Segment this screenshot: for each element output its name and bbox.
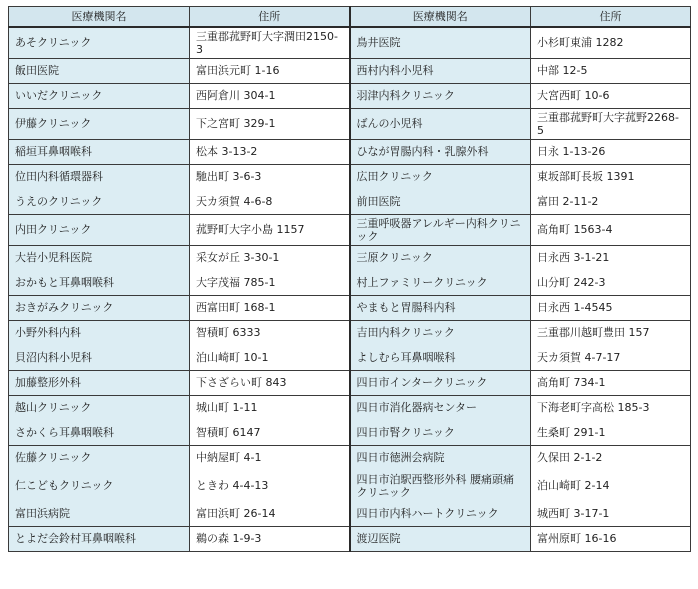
table-row: [9, 58, 691, 83]
clinic-name-left: 佐藤クリニック: [9, 445, 190, 470]
clinic-name-right: 渡辺医院: [350, 526, 531, 551]
clinic-name-right: 羽津内科クリニック: [350, 83, 531, 108]
table-row: [9, 526, 691, 551]
clinic-name-left: 加藤整形外科: [9, 370, 190, 395]
clinic-address-right: 富田 2-11-2: [531, 189, 691, 214]
clinic-address-left: 菰野町大字小島 1157: [190, 214, 350, 245]
header-left-name: 医療機関名: [9, 7, 190, 28]
clinic-name-left: うえのクリニック: [9, 189, 190, 214]
table-row: [9, 295, 691, 320]
clinic-name-left: いいだクリニック: [9, 83, 190, 108]
clinic-name-right: 四日市徳洲会病院: [350, 445, 531, 470]
clinic-address-right: 高角町 1563-4: [531, 214, 691, 245]
clinic-address-left: 采女が丘 3-30-1: [190, 245, 350, 270]
clinic-name-left: おかもと耳鼻咽喉科: [9, 270, 190, 295]
clinic-name-right: やまもと胃腸科内科: [350, 295, 531, 320]
table-row: [9, 501, 691, 526]
header-left-address: 住所: [190, 7, 350, 28]
table-row: [9, 345, 691, 370]
clinic-name-right: 四日市腎クリニック: [350, 420, 531, 445]
clinic-address-left: 富田浜元町 1-16: [190, 58, 350, 83]
clinic-address-right: 山分町 242-3: [531, 270, 691, 295]
clinic-name-right: ばんの小児科: [350, 108, 531, 139]
clinic-address-left: 智積町 6147: [190, 420, 350, 445]
clinic-address-right: 日永西 1-4545: [531, 295, 691, 320]
clinic-address-right: 城西町 3-17-1: [531, 501, 691, 526]
clinic-address-left: 天カ須賀 4-6-8: [190, 189, 350, 214]
clinic-name-left: あそクリニック: [9, 27, 190, 58]
clinic-name-left: 大岩小児科医院: [9, 245, 190, 270]
clinic-table-container: [8, 6, 691, 552]
table-row: [9, 445, 691, 470]
clinic-name-right: 広田クリニック: [350, 164, 531, 189]
clinic-address-right: 高角町 734-1: [531, 370, 691, 395]
clinic-address-left: 智積町 6333: [190, 320, 350, 345]
clinic-name-right: 四日市インタークリニック: [350, 370, 531, 395]
clinic-name-left: 伊藤クリニック: [9, 108, 190, 139]
table-row: [9, 83, 691, 108]
clinic-name-right: 三原クリニック: [350, 245, 531, 270]
clinic-name-right: 四日市内科ハートクリニック: [350, 501, 531, 526]
clinic-address-left: 中納屋町 4-1: [190, 445, 350, 470]
clinic-address-right: 三重郡川越町豊田 157: [531, 320, 691, 345]
table-row: [9, 370, 691, 395]
clinic-table: [8, 6, 691, 552]
clinic-name-right: ひなが胃腸内科・乳腺外科: [350, 139, 531, 164]
header-right-name: 医療機関名: [350, 7, 531, 28]
clinic-name-left: 小野外科内科: [9, 320, 190, 345]
clinic-name-right: 西村内科小児科: [350, 58, 531, 83]
clinic-address-right: 三重郡菰野町大字菰野2268-5: [531, 108, 691, 139]
header-right-address: 住所: [531, 7, 691, 28]
table-row: [9, 164, 691, 189]
clinic-address-left: 馳出町 3-6-3: [190, 164, 350, 189]
clinic-name-left: とよだ会鈴村耳鼻咽喉科: [9, 526, 190, 551]
clinic-name-right: 三重呼吸器アレルギー内科クリニック: [350, 214, 531, 245]
table-row: [9, 108, 691, 139]
clinic-address-right: 中部 12-5: [531, 58, 691, 83]
clinic-address-left: 大字茂福 785-1: [190, 270, 350, 295]
clinic-address-right: 下海老町字高松 185-3: [531, 395, 691, 420]
table-row: [9, 320, 691, 345]
table-body: [9, 27, 691, 551]
clinic-name-left: 飯田医院: [9, 58, 190, 83]
clinic-address-left: 鵜の森 1-9-3: [190, 526, 350, 551]
clinic-address-left: 西富田町 168-1: [190, 295, 350, 320]
clinic-address-left: 西阿倉川 304-1: [190, 83, 350, 108]
clinic-name-right: 鳥井医院: [350, 27, 531, 58]
table-row: [9, 245, 691, 270]
clinic-address-left: 城山町 1-11: [190, 395, 350, 420]
clinic-name-right: よしむら耳鼻咽喉科: [350, 345, 531, 370]
clinic-name-left: さかくら耳鼻咽喉科: [9, 420, 190, 445]
clinic-name-left: 貝沼内科小児科: [9, 345, 190, 370]
clinic-address-right: 日永西 3-1-21: [531, 245, 691, 270]
clinic-name-left: 越山クリニック: [9, 395, 190, 420]
clinic-name-left: 内田クリニック: [9, 214, 190, 245]
clinic-name-left: 仁こどもクリニック: [9, 470, 190, 501]
clinic-address-right: 大宮西町 10-6: [531, 83, 691, 108]
table-row: [9, 420, 691, 445]
table-row: [9, 214, 691, 245]
clinic-name-left: おきがみクリニック: [9, 295, 190, 320]
clinic-address-right: 泊山崎町 2-14: [531, 470, 691, 501]
table-row: [9, 189, 691, 214]
clinic-name-left: 富田浜病院: [9, 501, 190, 526]
clinic-address-left: 松本 3-13-2: [190, 139, 350, 164]
clinic-name-right: 村上ファミリークリニック: [350, 270, 531, 295]
clinic-address-right: 天カ須賀 4-7-17: [531, 345, 691, 370]
table-row: [9, 27, 691, 58]
clinic-address-left: 泊山崎町 10-1: [190, 345, 350, 370]
clinic-address-right: 日永 1-13-26: [531, 139, 691, 164]
table-row: [9, 270, 691, 295]
header-row: [9, 7, 691, 28]
clinic-address-left: 下之宮町 329-1: [190, 108, 350, 139]
table-row: [9, 139, 691, 164]
clinic-name-right: 四日市消化器病センター: [350, 395, 531, 420]
clinic-address-right: 久保田 2-1-2: [531, 445, 691, 470]
clinic-name-right: 前田医院: [350, 189, 531, 214]
clinic-address-right: 東坂部町長坂 1391: [531, 164, 691, 189]
clinic-address-left: 三重郡菰野町大字潤田2150-3: [190, 27, 350, 58]
clinic-name-left: 位田内科循環器科: [9, 164, 190, 189]
clinic-address-left: 富田浜町 26-14: [190, 501, 350, 526]
clinic-address-left: ときわ 4-4-13: [190, 470, 350, 501]
clinic-address-right: 生桑町 291-1: [531, 420, 691, 445]
clinic-name-right: 四日市泊駅西整形外科 腰痛頭痛クリニック: [350, 470, 531, 501]
clinic-address-left: 下さざらい町 843: [190, 370, 350, 395]
clinic-address-right: 富州原町 16-16: [531, 526, 691, 551]
table-row: [9, 395, 691, 420]
clinic-address-right: 小杉町東浦 1282: [531, 27, 691, 58]
clinic-name-left: 稲垣耳鼻咽喉科: [9, 139, 190, 164]
clinic-name-right: 吉田内科クリニック: [350, 320, 531, 345]
table-row: [9, 470, 691, 501]
